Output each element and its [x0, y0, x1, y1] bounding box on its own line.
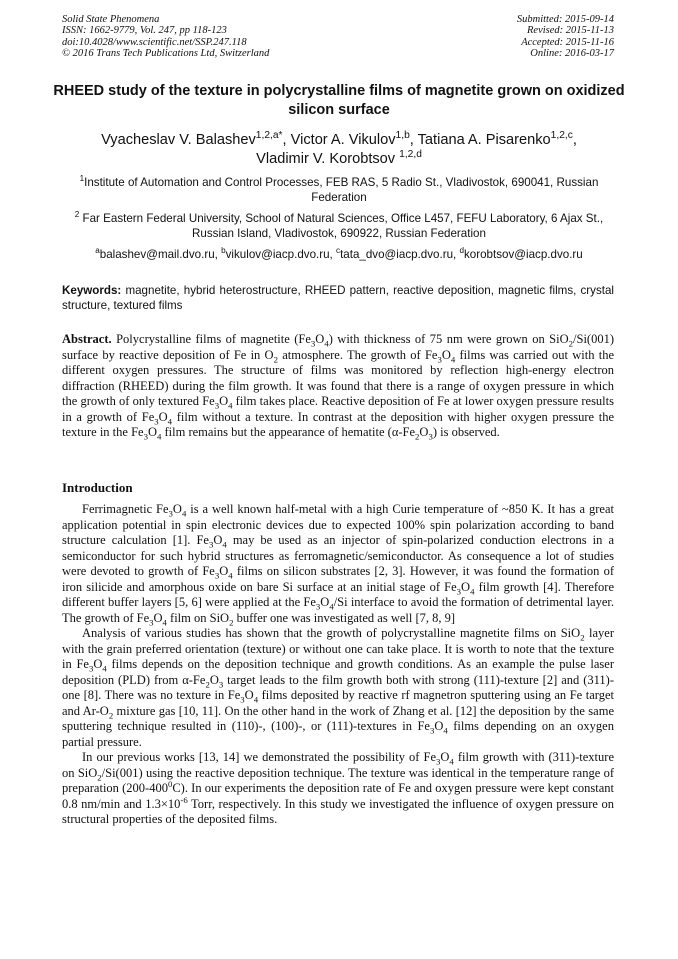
email-link[interactable]: $^c$tata_dvo@iacp.dvo.ru [336, 246, 454, 261]
abstract-text: Polycrystalline films of magnetite $(Fe_3O_4)$ with thickness of 75 nm were grown on SiO$_2$/Si(001) surface by reactive deposition of Fe in $O_2$ atmosphere. The growth of $Fe_3O_4$ films was carried out with the different oxygen pressures. The structure of films was monitored by reflection high-energy electron diffraction (RHEED) during the film growth. It was found that there is a range of oxygen pressure in which the growth of only textured $Fe_3O_4$ film takes place. Reactive deposition of Fe at lower oxygen pressure results in a growth of $Fe_3O_4$ film without a texture. In contrast at the deposition with higher oxygen pressure the texture in the $Fe_3O_4$ film remains but the appearance of hematite $(\alpha-Fe_2O_3)$ is observed. [62, 332, 615, 442]
keywords [62, 284, 614, 313]
author: Vyacheslav V. Balashev$^{1,2,a*}$ [101, 130, 283, 148]
online-date: Online: 2016-03-17 [530, 48, 614, 60]
email-link[interactable]: $^b$vikulov@iacp.dvo.ru [221, 246, 330, 261]
keywords-text: magnetite, hybrid heterostructure, RHEED pattern, reactive deposition, magnetic films, crystal structure, textured films [62, 284, 614, 312]
accepted-date: Accepted: 2015-11-16 [521, 36, 614, 48]
journal-info [62, 14, 269, 60]
affiliation-2: $^2$ Far Eastern Federal University, School of Natural Sciences, Office L457, FEFU Laboratory, 6 Ajax St., Russian Island, Vladivostok, 690922, Russian Federation [74, 210, 604, 240]
submitted-date: Submitted: 2015-09-14 [516, 14, 614, 25]
intro-paragraph-2: Analysis of various studies has shown that the growth of polycrystalline magnetite films on SiO$_2$ layer with the grain preferred orientation (texture) or without one can take place. It is worth to note that the texture in $Fe_3O_4$ films depends on the deposition technique and growth conditions. As an example the pulse laser deposition (PLD) from $\alpha-Fe_2O_3$ target leads to the film growth both with strong (111)-texture [2] and (311)-one [8]. There was no texture in $Fe_3O_4$ films deposited by reactive rf magnetron sputtering using an Fe target and $Ar-O_2$ mixture gas [10, 11]. On the other hand in the work of Zhang et al. [12] the deposition by the same sputtering technique resulted in (110)-, (100)-, or (111)-textures in $Fe_3O_4$ films depending on an oxygen partial pressure. [62, 626, 615, 749]
copyright-line: © 2016 Trans Tech Publications Ltd, Switzerland [62, 48, 270, 60]
email-list: $^a$balashev@mail.dvo.ru, $^b$vikulov@iacp.dvo.ru, $^c$tata_dvo@iacp.dvo.ru, $^d$korobtsov@iacp.dvo.ru [95, 246, 583, 261]
doi-line: doi:10.4028/www.scientific.net/SSP.247.118 [62, 36, 247, 48]
intro-paragraph-1: Ferrimagnetic $Fe_3O_4$ is a well known half-metal with a high Curie temperature of ~850 K. It has a great application potential in spin electronic devices due to expected 100% spin polarization according to band structure calculation [1]. $Fe_3O_4$ may be used as an injector of spin-polarized conduction electrons in a semiconductor for such hybrid structures as ferromagnetic/semiconductor. As consequence a lot of studies were devoted to growth of $Fe_3O_4$ films on silicon substrates [2, 3]. However, it was found the formation of iron silicide and amorphous oxide on bare Si surface at an initial stage of $Fe_3O_4$ film growth [4]. Therefore different buffer layers [5, 6] were applied at the $Fe_3O_4/Si$ interface to avoid the formation of detrimental layer. The growth of $Fe_3O_4$ film on SiO$_2$ buffer one was investigated as well [7, 8, 9] [62, 502, 614, 627]
paper-title: RHEED study of the texture in polycrystalline films of magnetite grown on oxidized silicon surface [53, 83, 625, 118]
publication-dates [517, 14, 614, 60]
keywords-label: Keywords: [62, 284, 122, 297]
intro-paragraph-3: In our previous works [13, 14] we demonstrated the possibility of $Fe_3O_4$ film growth with (311)-texture on SiO$_2$/Si(001) using the reactive deposition technique. The texture was identical in the temperature range of preparation $(200-400^0C)$. In our experiments the deposition rate of Fe and oxygen pressure were kept constant 0.8 nm/min and $1.3\times 10^{-6}$ Torr, respectively. In this study we investigated the influence of oxygen pressure on structural properties of the deposited films. [62, 750, 615, 826]
affiliation-1: $^1$Institute of Automation and Control Processes, FEB RAS, 5 Radio St., Vladivostok, 690041, Russian Federation [79, 174, 599, 204]
journal-name: Solid State Phenomena [62, 14, 160, 25]
section-heading: Introduction [62, 480, 133, 495]
issn-line: ISSN: 1662-9779, Vol. 247, pp 118-123 [62, 25, 227, 37]
revised-date: Revised: 2015-11-13 [527, 25, 614, 37]
author: Victor A. Vikulov$^{1,b}$ [290, 130, 410, 148]
author-list: Vyacheslav V. Balashev$^{1,2,a*}$, Victor A. Vikulov$^{1,b}$, Tatiana A. Pisarenko$^{1,2,c}$, Vladimir V. Korobtsov $^{1,2,d}$ [101, 130, 577, 167]
author: Tatiana A. Pisarenko$^{1,2,c}$ [417, 130, 573, 148]
abstract-label: Abstract. [62, 332, 112, 346]
author: Vladimir V. Korobtsov $^{1,2,d}$ [256, 149, 422, 167]
abstract [62, 332, 614, 441]
email-link[interactable]: $^d$korobtsov@iacp.dvo.ru [459, 246, 583, 261]
email-link[interactable]: $^a$balashev@mail.dvo.ru [95, 246, 215, 261]
introduction-body [62, 502, 614, 828]
